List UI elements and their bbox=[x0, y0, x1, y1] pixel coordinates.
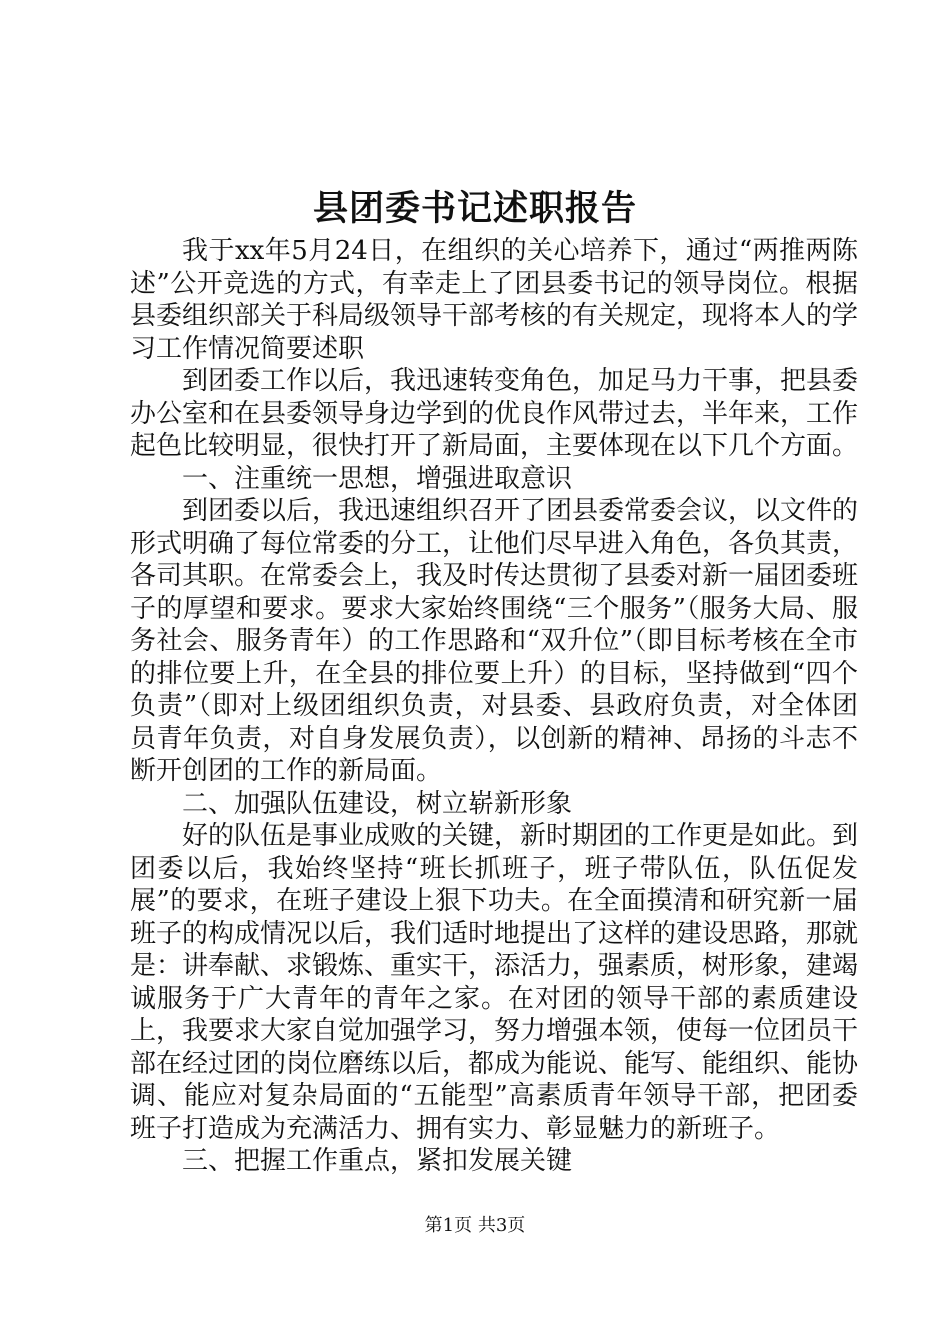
document-title: 县团委书记述职报告 bbox=[312, 188, 637, 229]
section-heading-1: 一、注重统一思想，增强进取意识 bbox=[182, 463, 573, 494]
paragraph-section-2: 好的队伍是事业成败的关键，新时期团的工作更是如此。到团委以后，我始终坚持“班长抓班子，班子带队伍，队伍促发展”的要求，在班子建设上狠下功夫。在全面摸清和研究新一届班子的构成情况以后，我们适时地提出了这样的建设思路，那就是：讲奉献、求锻炼、重实干，添活力，强素质，树形象，建竭诚服务于广大青年的青年之家。在对团的领导干部的素质建设上，我要求大家自觉加强学习，努力增强本领，使每一位团员干部在经过团的岗位磨练以后，都成为能说、能写、能组织、能协调、能应对复杂局面的“五能型”高素质青年领导干部，把团委班子打造成为充满活力、拥有实力、彰显魅力的新班子。 bbox=[130, 821, 859, 1144]
paragraph-overview: 到团委工作以后，我迅速转变角色，加足马力干事，把县委办公室和在县委领导身边学到的优良作风带过去，半年来，工作起色比较明显，很快打开了新局面，主要体现在以下几个方面。 bbox=[130, 366, 859, 461]
paragraph-intro: 我于xx年5月24日，在组织的关心培养下，通过“两推两陈述”公开竞选的方式，有幸走上了团县委书记的领导岗位。根据县委组织部关于科局级领导干部考核的有关规定，现将本人的学习工作情况简要述职 bbox=[130, 236, 859, 364]
document-body bbox=[130, 235, 858, 1178]
section-heading-3: 三、把握工作重点，紧扣发展关键 bbox=[182, 1146, 573, 1176]
paragraph-section-1: 到团委以后，我迅速组织召开了团县委常委会议，以文件的形式明确了每位常委的分工，让他们尽早进入角色，各负其责，各司其职。在常委会上，我及时传达贯彻了县委对新一届团委班子的厚望和要求。要求大家始终围绕“三个服务”（服务大局、服务社会、服务青年）的工作思路和“双升位”（即目标考核在全市的排位要上升，在全县的排位要上升）的目标，坚持做到“四个负责”（即对上级团组织负责，对县委、县政府负责，对全体团员青年负责，对自身发展负责），以创新的精神、昂扬的斗志不断开创团的工作的新局面。 bbox=[130, 496, 859, 786]
section-heading-2: 二、加强队伍建设，树立崭新形象 bbox=[182, 788, 573, 819]
page-number: 第1页 共3页 bbox=[424, 1215, 526, 1236]
